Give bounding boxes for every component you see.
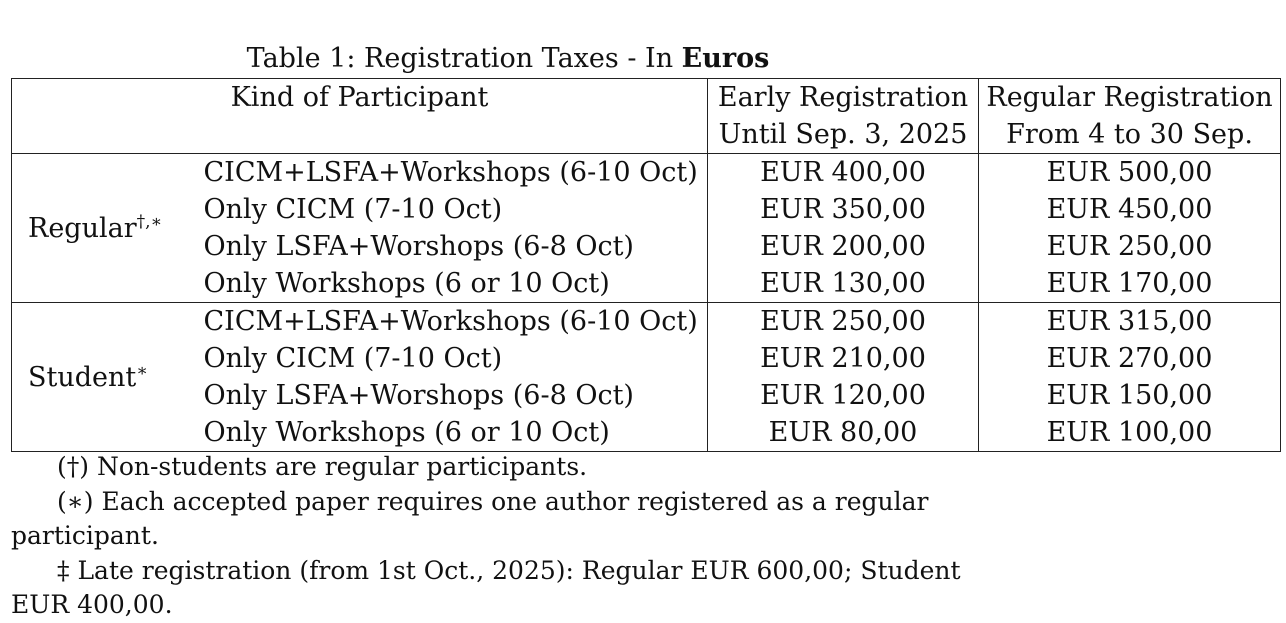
table-row — [12, 303, 1281, 341]
row-regular: EUR 315,00 — [979, 303, 1281, 341]
row-item: Only CICM (7-10 Oct) — [203, 194, 503, 225]
group-marks-regular: †,∗ — [136, 211, 163, 232]
row-regular: EUR 150,00 — [979, 377, 1281, 414]
group-label-student — [12, 303, 200, 452]
table-row — [12, 414, 1281, 452]
caption-bold: Euros — [681, 43, 770, 74]
group-marks-student: ∗ — [136, 360, 148, 381]
row-item: Only LSFA+Worshops (6-8 Oct) — [203, 231, 634, 262]
table-caption — [0, 42, 1016, 76]
row-early: EUR 200,00 — [708, 228, 979, 265]
row-early: EUR 130,00 — [708, 265, 979, 303]
footnote-late-registration: ‡ Late registration (from 1st Oct., 2025): Regular EUR 600,00; Student EUR 400,00. — [11, 555, 961, 619]
row-regular: EUR 250,00 — [979, 228, 1281, 265]
row-early: EUR 80,00 — [708, 414, 979, 452]
header-early-line2: Until Sep. 3, 2025 — [708, 116, 979, 154]
header-kind-blank — [12, 116, 708, 154]
row-regular: EUR 170,00 — [979, 265, 1281, 303]
row-early: EUR 250,00 — [708, 303, 979, 341]
registration-table — [11, 78, 1281, 452]
header-regular-line2: From 4 to 30 Sep. — [979, 116, 1281, 154]
table-row — [12, 265, 1281, 303]
table-header-row-2 — [12, 116, 1281, 154]
group-label-regular — [12, 154, 200, 303]
table-row — [12, 228, 1281, 265]
row-item: Only CICM (7-10 Oct) — [203, 343, 503, 374]
row-regular: EUR 450,00 — [979, 191, 1281, 228]
header-regular-line1: Regular Registration — [979, 79, 1281, 117]
row-early: EUR 350,00 — [708, 191, 979, 228]
group-label-regular-text: Regular — [28, 212, 137, 244]
row-item: Only Workshops (6 or 10 Oct) — [200, 414, 708, 452]
row-early: EUR 400,00 — [708, 154, 979, 192]
row-early: EUR 210,00 — [708, 340, 979, 377]
table-row — [12, 191, 1281, 228]
footnote-dagger: (†) Non-students are regular participants. — [57, 452, 588, 481]
group-label-student-text: Student — [28, 361, 137, 393]
row-item: CICM+LSFA+Workshops (6-10 Oct) — [200, 154, 708, 192]
table-row — [12, 377, 1281, 414]
caption-prefix: Table 1: Registration Taxes - In — [246, 43, 682, 74]
table-header-row — [12, 79, 1281, 117]
footnote-asterisk: (∗) Each accepted paper requires one author registered as a regular participant. — [11, 486, 929, 550]
header-kind: Kind of Participant — [12, 79, 708, 117]
row-regular: EUR 100,00 — [979, 414, 1281, 452]
row-item: CICM+LSFA+Workshops (6-10 Oct) — [200, 303, 708, 341]
row-early: EUR 120,00 — [708, 377, 979, 414]
row-item: Only LSFA+Worshops (6-8 Oct) — [203, 380, 634, 411]
table-row — [12, 154, 1281, 192]
row-regular: EUR 270,00 — [979, 340, 1281, 377]
row-regular: EUR 500,00 — [979, 154, 1281, 192]
header-early-line1: Early Registration — [708, 79, 979, 117]
table-row — [12, 340, 1281, 377]
row-item: Only Workshops (6 or 10 Oct) — [203, 268, 610, 299]
